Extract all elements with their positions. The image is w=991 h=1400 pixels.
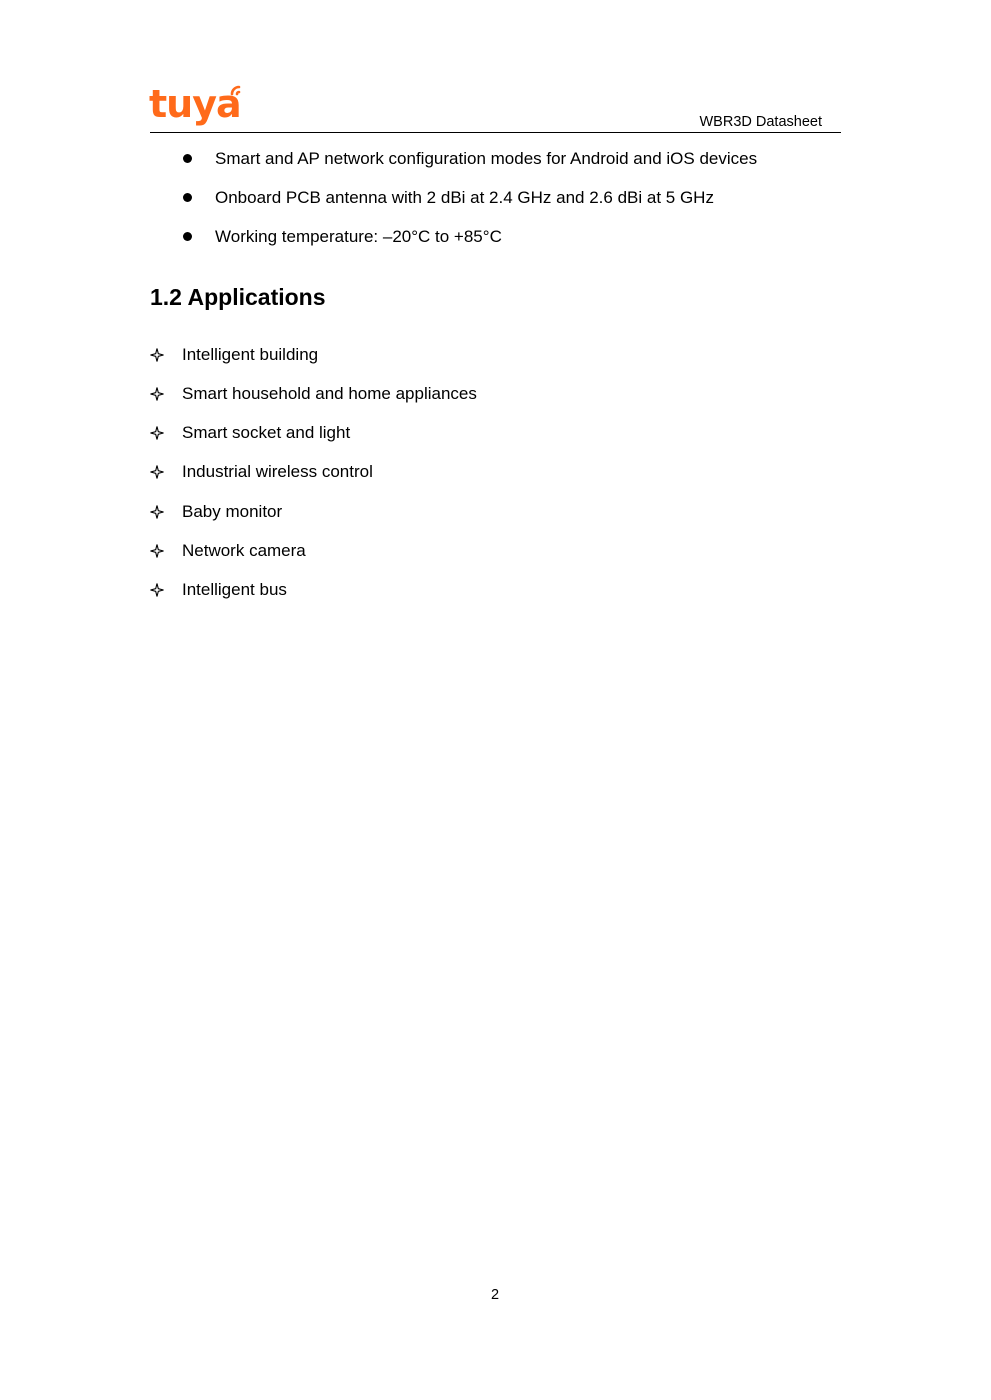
bullet-dot-icon — [183, 154, 192, 163]
page-number: 2 — [490, 1287, 500, 1303]
application-text: Network camera — [182, 541, 306, 560]
bullet-dot-icon — [183, 193, 192, 202]
four-point-star-icon — [150, 544, 164, 558]
bullet-dot-icon — [183, 232, 192, 241]
application-text: Smart household and home appliances — [182, 384, 477, 403]
four-point-star-icon — [150, 505, 164, 519]
section-heading-applications: 1.2 Applications — [150, 284, 326, 310]
application-text: Intelligent bus — [182, 580, 287, 599]
header-divider — [150, 132, 841, 133]
feature-text: Smart and AP network configuration modes for Android and iOS devices — [215, 149, 758, 168]
application-text: Smart socket and light — [182, 423, 351, 442]
four-point-star-icon — [150, 387, 164, 401]
document-title: WBR3D Datasheet — [699, 114, 822, 130]
tuya-logo — [149, 82, 253, 130]
four-point-star-icon — [150, 465, 164, 479]
four-point-star-icon — [150, 348, 164, 362]
four-point-star-icon — [150, 583, 164, 597]
feature-text: Working temperature: –20°C to +85°C — [215, 227, 502, 246]
four-point-star-icon — [150, 426, 164, 440]
logo-wordmark: tuya — [149, 82, 241, 126]
wifi-signal-icon — [227, 82, 251, 106]
application-text: Industrial wireless control — [182, 462, 373, 481]
application-text: Intelligent building — [182, 345, 319, 364]
application-text: Baby monitor — [182, 502, 283, 521]
feature-text: Onboard PCB antenna with 2 dBi at 2.4 GHz and 2.6 dBi at 5 GHz — [215, 188, 714, 207]
